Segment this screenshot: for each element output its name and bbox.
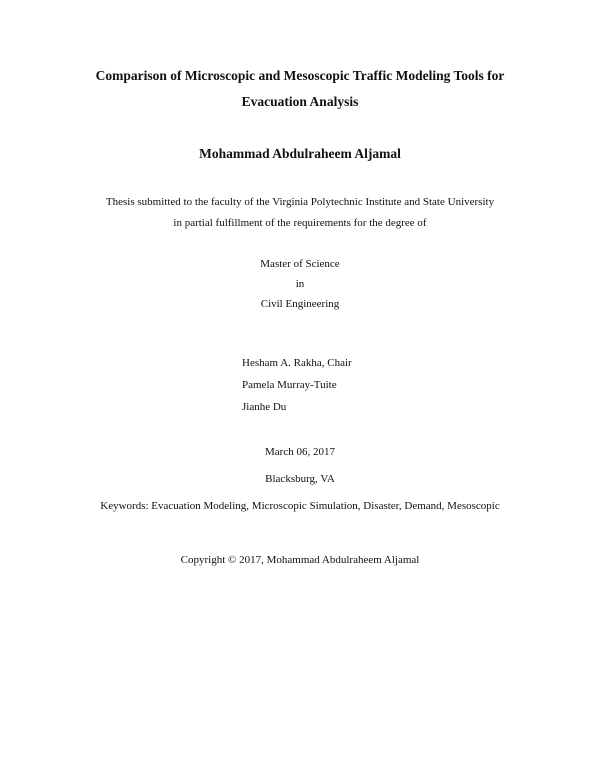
submission-statement-line-1: Thesis submitted to the faculty of the Virginia Polytechnic Institute and State University <box>105 196 495 208</box>
defense-date: March 06, 2017 <box>265 446 335 458</box>
thesis-title-line-1: Comparison of Microscopic and Mesoscopic Traffic Modeling Tools for <box>95 68 505 83</box>
committee-member: Pamela Murray-Tuite <box>242 379 337 391</box>
degree-name: Master of Science <box>260 258 340 270</box>
degree-field: Civil Engineering <box>260 298 340 310</box>
thesis-title-line-2: Evacuation Analysis <box>241 94 359 109</box>
committee-member: Jianhe Du <box>242 401 287 413</box>
keywords: Keywords: Evacuation Modeling, Microscopic Simulation, Disaster, Demand, Mesoscopic <box>100 500 500 512</box>
submission-statement-line-2: in partial fulfillment of the requirements for the degree of <box>173 217 427 229</box>
copyright-notice: Copyright © 2017, Mohammad Abdulraheem Aljamal <box>180 554 420 566</box>
degree-connector: in <box>295 278 305 290</box>
committee-member-chair: Hesham A. Rakha, Chair <box>242 357 352 369</box>
location: Blacksburg, VA <box>265 473 335 485</box>
author-name: Mohammad Abdulraheem Aljamal <box>199 146 401 161</box>
